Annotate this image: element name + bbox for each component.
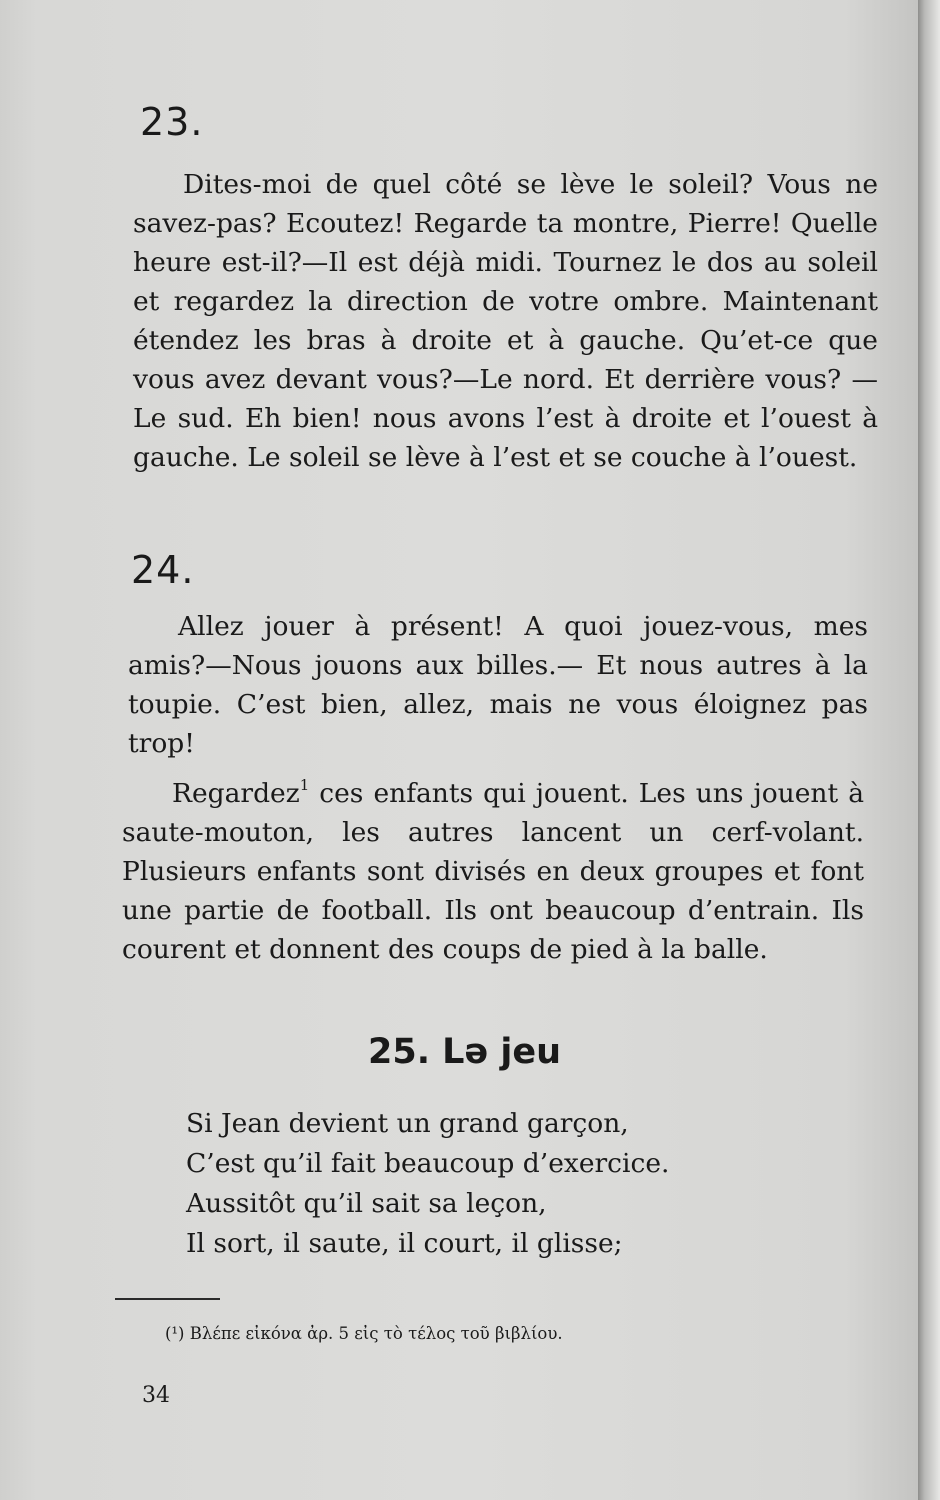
page-number: 34: [142, 1383, 170, 1408]
poem-line-1: Si Jean devient un grand garçon,: [186, 1108, 629, 1139]
poem-line-4: Il sort, il saute, il court, il glisse;: [186, 1228, 623, 1259]
paragraph-2-start: Regardez: [172, 778, 300, 809]
paragraph-2-rest: ces enfants qui jouent. Les uns jouent à saute-mouton, les autres lancent un cerf-volant. Plusieurs enfants sont divisés en deux groupes et font une partie de football. Ils ont beaucoup d’entrain. Ils courent et donnent des coups de pied à la balle.: [122, 778, 864, 965]
section-23-number: 23.: [140, 100, 204, 144]
section-24-paragraph-1: Allez jouer à présent! A quoi jouez-vous, mes amis?—Nous jouons aux billes.— Et nous autres à la toupie. C’est bien, allez, mais ne vous éloignez pas trop!: [128, 611, 868, 759]
section-24-number: 24.: [131, 548, 195, 592]
poem-title: 25. Lə jeu: [368, 1032, 562, 1072]
footnote-reference: 1: [299, 776, 310, 794]
poem-line-2: C’est qu’il fait beaucoup d’exercice.: [186, 1148, 670, 1179]
footnote: (¹) Βλέπε εἰκόνα ἀρ. 5 εἰς τὸ τέλος τοῦ βιβλίου.: [165, 1324, 563, 1343]
section-24-paragraph-2: [122, 766, 864, 969]
show-through-text: [560, 118, 568, 146]
page-edge-shadow: [918, 0, 940, 1500]
section-23-text: Dites-moi de quel côté se lève le soleil? Vous ne savez-pas? Ecoutez! Regarde ta montre, Pierre! Quelle heure est-il?—Il est déjà midi. Tournez le dos au soleil et regardez la direction de votre ombre. Maintenant étendez les bras à droite et à gauche. Qu’et-ce que vous avez devant vous?—Le nord. Et derrière vous? — Le sud. Eh bien! nous avons l’est à droite et l’ouest à gauche. Le soleil se lève à l’est et se couche à l’ouest.: [133, 169, 878, 473]
poem-line-3: Aussitôt qu’il sait sa leçon,: [186, 1188, 547, 1219]
footnote-divider: [115, 1298, 220, 1300]
